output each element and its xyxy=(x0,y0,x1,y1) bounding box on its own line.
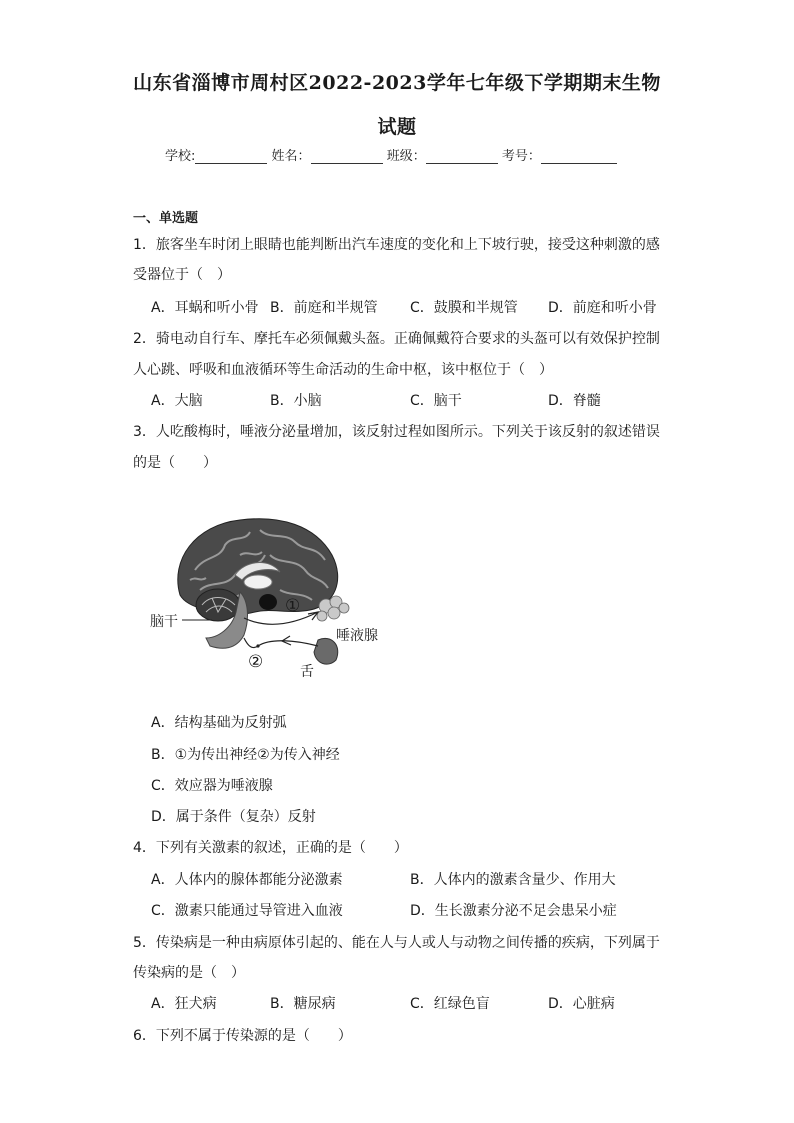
exam-title-line-2: 试题 xyxy=(377,116,417,138)
question-1-line-1: 1．旅客坐车时闭上眼睛也能判断出汽车速度的变化和上下坡行驶，接受这种刺激的感 xyxy=(133,237,660,253)
name-blank[interactable] xyxy=(311,149,383,164)
q5-option-c: C．红绿色盲 xyxy=(410,996,490,1012)
exam-number-blank[interactable] xyxy=(541,149,617,164)
q4-option-c: C．激素只能通过导管进入血液 xyxy=(151,903,343,919)
question-6-line-1: 6．下列不属于传染源的是（ ） xyxy=(133,1028,352,1044)
q4-option-b: B．人体内的激素含量少、作用大 xyxy=(410,872,616,888)
q1-option-b: B．前庭和半规管 xyxy=(270,300,378,316)
q2-option-a: A．大脑 xyxy=(151,393,203,409)
question-5-line-2: 传染病的是（ ） xyxy=(133,965,245,981)
q5-option-b: B．糖尿病 xyxy=(270,996,336,1012)
q4-option-d: D．生长激素分泌不足会患呆小症 xyxy=(410,903,617,919)
q5-option-d: D．心脏病 xyxy=(548,996,615,1012)
q1-option-c: C．鼓膜和半规管 xyxy=(410,300,518,316)
class-blank[interactable] xyxy=(426,149,498,164)
reflex-arc-figure xyxy=(140,500,400,690)
student-info-row xyxy=(165,145,617,164)
q2-option-c: C．脑干 xyxy=(410,393,462,409)
q3-option-d: D．属于条件（复杂）反射 xyxy=(151,809,316,825)
section-heading: 一、单选题 xyxy=(133,211,199,226)
q4-option-a: A．人体内的腺体都能分泌激素 xyxy=(151,872,343,888)
name-label: 姓名： xyxy=(271,149,311,164)
question-5-line-1: 5．传染病是一种由病原体引起的、能在人与人或人与动物之间传播的疾病，下列属于 xyxy=(133,935,660,951)
figure-label-salivary-gland: 唾液腺 xyxy=(336,628,378,644)
school-label: 学校: xyxy=(165,149,196,164)
q5-option-a: A．狂犬病 xyxy=(151,996,217,1012)
exam-number-label: 考号： xyxy=(501,149,541,164)
q2-option-d: D．脊髓 xyxy=(548,393,601,409)
school-blank[interactable] xyxy=(195,149,267,164)
q1-option-d: D．前庭和听小骨 xyxy=(548,300,657,316)
figure-label-nerve-1: ① xyxy=(285,596,301,616)
question-3-line-1: 3．人吃酸梅时，唾液分泌量增加，该反射过程如图所示。下列关于该反射的叙述错误 xyxy=(133,424,660,440)
figure-label-tongue: 舌 xyxy=(300,664,314,680)
question-2-line-2: 人心跳、呼吸和血液循环等生命活动的生命中枢，该中枢位于（ ） xyxy=(133,362,553,378)
q3-option-c: C．效应器为唾液腺 xyxy=(151,778,273,794)
q3-option-a: A．结构基础为反射弧 xyxy=(151,715,287,731)
exam-title-line-1: 山东省淄博市周村区2022-2023学年七年级下学期期末生物 xyxy=(133,72,661,94)
q2-option-b: B．小脑 xyxy=(270,393,322,409)
figure-label-nerve-2: ② xyxy=(248,652,264,672)
brain-illustration xyxy=(140,500,400,690)
class-label: 班级： xyxy=(386,149,426,164)
question-1-line-2: 受器位于（ ） xyxy=(133,267,231,283)
question-2-line-1: 2．骑电动自行车、摩托车必须佩戴头盔。正确佩戴符合要求的头盔可以有效保护控制 xyxy=(133,331,660,347)
q3-option-b: B．①为传出神经②为传入神经 xyxy=(151,747,340,763)
question-3-line-2: 的是（ ） xyxy=(133,455,217,471)
q1-option-a: A．耳蜗和听小骨 xyxy=(151,300,259,316)
figure-label-brainstem: 脑干 xyxy=(150,614,178,630)
question-4-line-1: 4．下列有关激素的叙述，正确的是（ ） xyxy=(133,840,408,856)
